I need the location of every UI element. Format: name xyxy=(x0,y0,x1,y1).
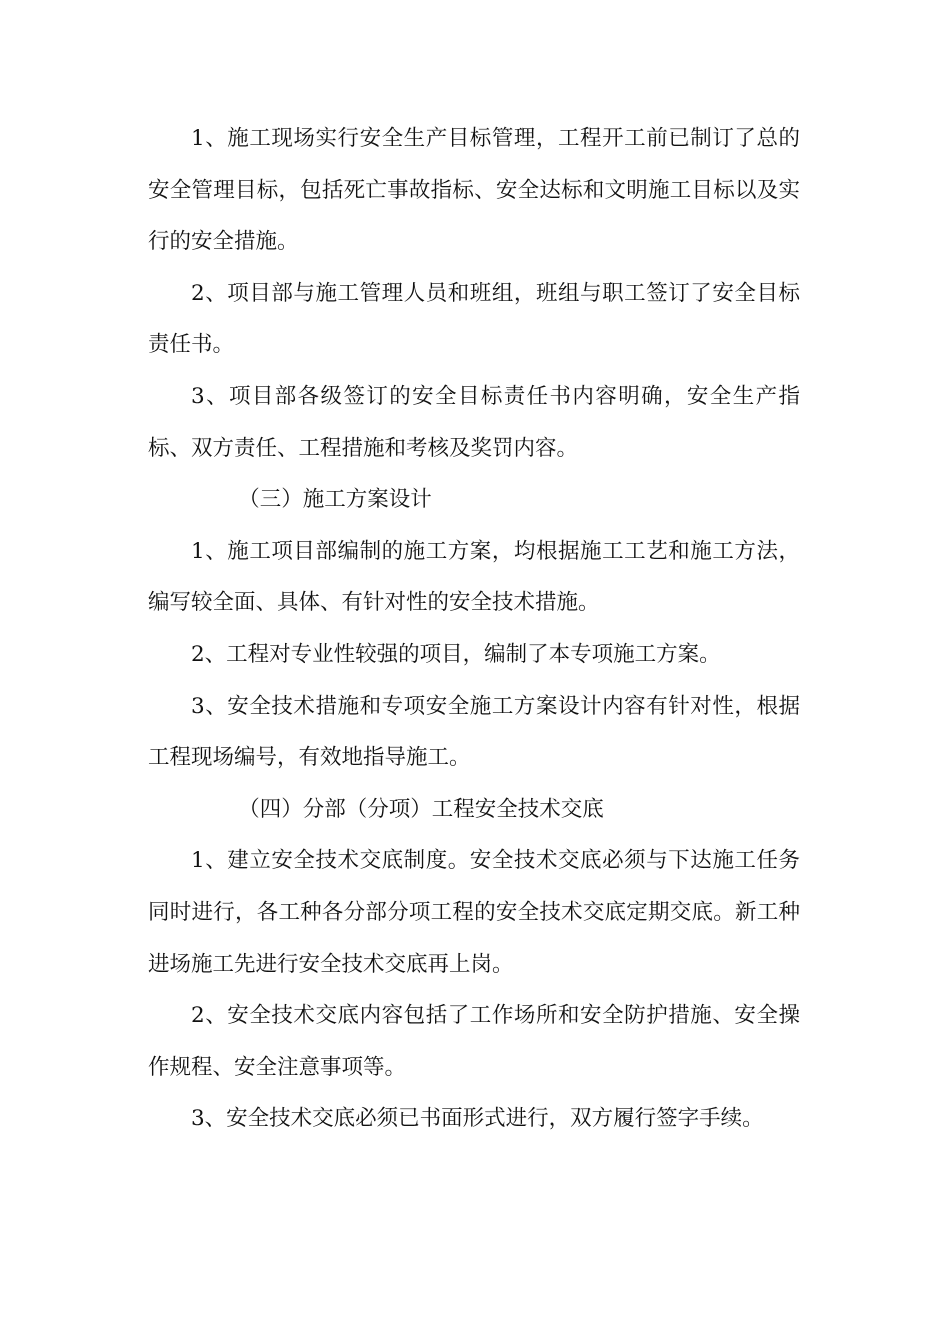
document-body xyxy=(148,113,800,1145)
paragraph-special-plan: 2、工程对专业性较强的项目，编制了本专项施工方案。 xyxy=(191,641,721,667)
paragraph-disclosure-signature: 3、安全技术交底必须已书面形式进行，双方履行签字手续。 xyxy=(191,1106,764,1132)
paragraph-responsibility-letter: 2、项目部与施工管理人员和班组，班组与职工签订了安全目标责任书。 xyxy=(148,280,800,358)
section-heading-construction-plan: （三）施工方案设计 xyxy=(238,487,432,513)
paragraph-letter-content: 3、项目部各级签订的安全目标责任书内容明确，安全生产指标、双方责任、工程措施和考核及奖罚内容。 xyxy=(148,383,800,461)
paragraph-target-management: 1、施工现场实行安全生产目标管理，工程开工前已制订了总的安全管理目标，包括死亡事故指标、安全达标和文明施工目标以及实行的安全措施。 xyxy=(148,126,800,255)
paragraph-disclosure-content: 2、安全技术交底内容包括了工作场所和安全防护措施、安全操作规程、安全注意事项等。 xyxy=(148,1003,800,1080)
section-heading-technical-disclosure: （四）分部（分项）工程安全技术交底 xyxy=(238,796,604,822)
paragraph-plan-targeting: 3、安全技术措施和专项安全施工方案设计内容有针对性，根据工程现场编号，有效地指导施工。 xyxy=(148,693,800,771)
paragraph-plan-compilation: 1、施工项目部编制的施工方案，均根据施工工艺和施工方法，编写较全面、具体、有针对性的安全技术措施。 xyxy=(148,538,800,616)
paragraph-disclosure-system: 1、建立安全技术交底制度。安全技术交底必须与下达施工任务同时进行，各工种各分部分项工程的安全技术交底定期交底。新工种进场施工先进行安全技术交底再上岗。 xyxy=(148,848,800,977)
